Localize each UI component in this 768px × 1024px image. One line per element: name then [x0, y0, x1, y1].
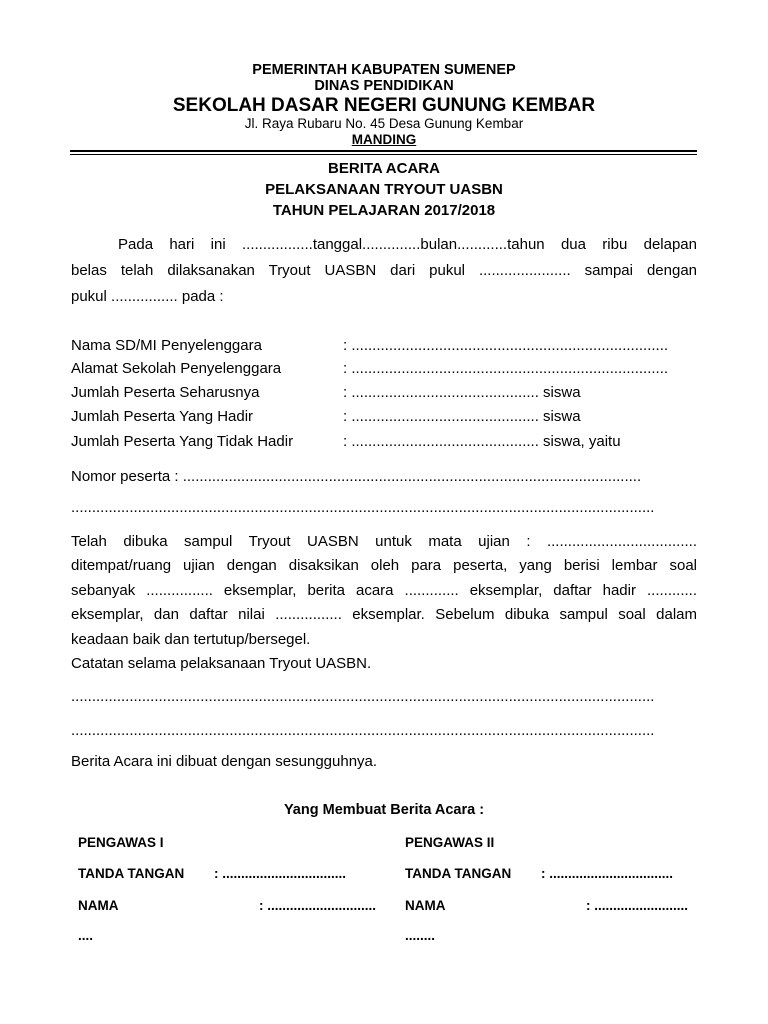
pengawas-1-ttd-value: : ................................. — [214, 866, 347, 881]
letterhead-school-name: SEKOLAH DASAR NEGERI GUNUNG KEMBAR — [172, 95, 596, 116]
intro-line-3: pukul ................ pada : — [71, 288, 224, 305]
pengawas-1-ttd-label: TANDA TANGAN — [78, 866, 185, 881]
letterhead-divider-thick — [70, 150, 697, 152]
pengawas-2-nama-cont: ........ — [405, 928, 436, 943]
pengawas-2-ttd-value: : ................................. — [541, 866, 674, 881]
body-line-1: Telah dibuka sampul Tryout UASBN untuk mata ujian : .................................... — [71, 533, 697, 550]
field-label: Alamat Sekolah Penyelenggara — [71, 360, 282, 377]
closing-statement: Berita Acara ini dibuat dengan sesungguhnya. — [71, 753, 378, 770]
letterhead-address: Jl. Raya Rubaru No. 45 Desa Gunung Kembar — [244, 116, 524, 131]
field-label: Jumlah Peserta Yang Tidak Hadir — [71, 433, 294, 450]
catatan-dots-1: ............................................................................................................................................ — [71, 688, 655, 705]
pengawas-1-nama-cont: .... — [78, 928, 94, 943]
pengawas-2-role: PENGAWAS II — [405, 835, 495, 850]
field-value: : ............................................. siswa — [343, 384, 581, 401]
field-value: : ............................................. siswa, yaitu — [343, 433, 621, 450]
document-subtitle: PELAKSANAAN TRYOUT UASBN — [265, 181, 503, 198]
letterhead-divider-thin — [70, 154, 697, 155]
intro-line-2: belas telah dilaksanakan Tryout UASBN dari pukul ...................... sampai dengan — [71, 262, 697, 279]
signature-heading: Yang Membuat Berita Acara : — [283, 802, 485, 818]
letterhead-government: PEMERINTAH KABUPATEN SUMENEP — [252, 62, 516, 78]
pengawas-1-role: PENGAWAS I — [78, 835, 164, 850]
letterhead-department: DINAS PENDIDIKAN — [314, 78, 454, 94]
pengawas-2-nama-value: : ......................... — [586, 898, 689, 913]
field-value: : ............................................................................ — [343, 360, 669, 377]
field-value: : ............................................................................ — [343, 337, 669, 354]
document-title: BERITA ACARA — [328, 160, 440, 177]
catatan-heading: Catatan selama pelaksanaan Tryout UASBN. — [71, 655, 372, 672]
nomor-peserta-line: Nomor peserta : .............................................................................................................. — [71, 468, 642, 485]
catatan-dots-2: ............................................................................................................................................ — [71, 722, 655, 739]
field-label: Jumlah Peserta Seharusnya — [71, 384, 260, 401]
pengawas-2-nama-label: NAMA — [405, 898, 446, 913]
pengawas-1-nama-value: : ............................. — [259, 898, 377, 913]
field-label: Nama SD/MI Penyelenggara — [71, 337, 262, 354]
pengawas-2-ttd-label: TANDA TANGAN — [405, 866, 512, 881]
body-line-4: eksemplar, dan daftar nilai ................ eksemplar. Sebelum dibuka sampul soal dalam — [71, 606, 697, 623]
body-line-3: sebanyak ................ eksemplar, berita acara ............. eksemplar, daftar hadir ............ — [71, 582, 697, 599]
body-line-2: ditempat/ruang ujian dengan disaksikan oleh para peserta, yang berisi lembar soal — [71, 557, 697, 574]
nomor-peserta-dots: ............................................................................................................................................ — [71, 499, 655, 516]
document-academic-year: TAHUN PELAJARAN 2017/2018 — [272, 202, 496, 219]
letterhead-city: MANDING — [351, 132, 417, 147]
field-value: : ............................................. siswa — [343, 408, 581, 425]
body-line-5: keadaan baik dan tertutup/bersegel. — [71, 631, 311, 648]
pengawas-1-nama-label: NAMA — [78, 898, 119, 913]
field-label: Jumlah Peserta Yang Hadir — [71, 408, 254, 425]
intro-line-1: Pada hari ini .................tanggal..............bulan............tahun dua ribu delapan — [118, 236, 697, 253]
